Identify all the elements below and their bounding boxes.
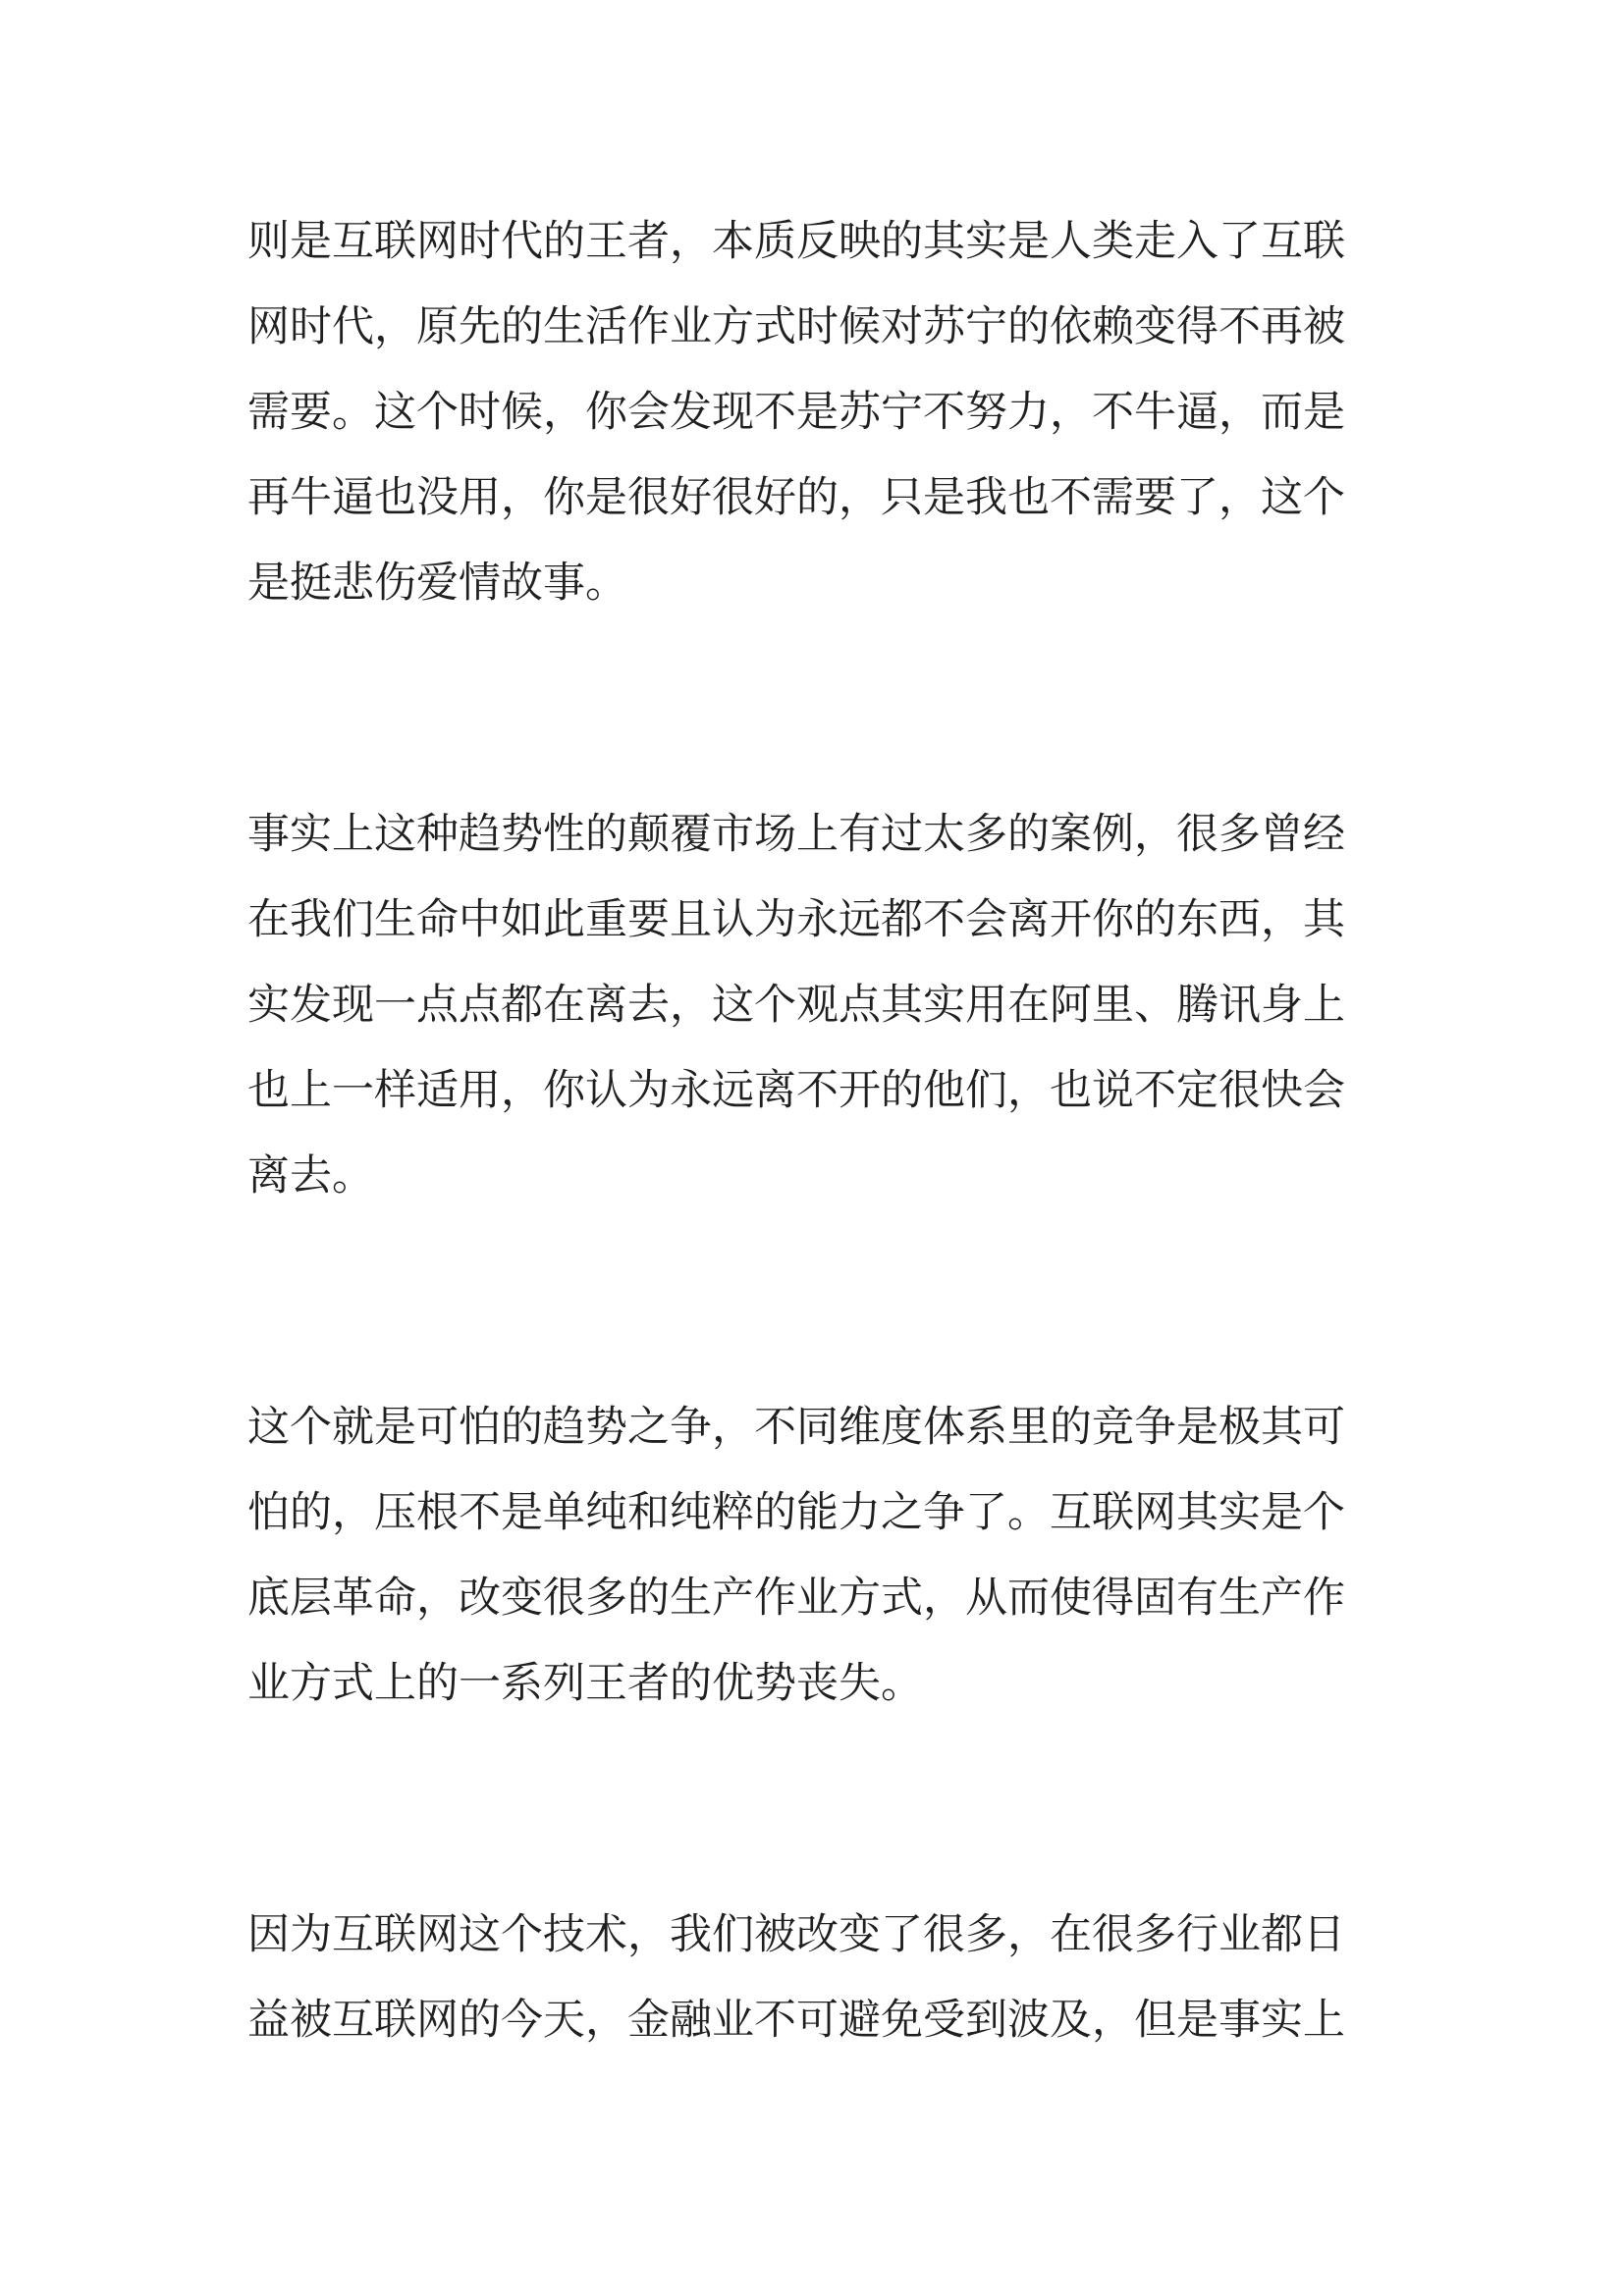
text-line: 离去。 [247, 1151, 374, 1201]
text-line: 益被互联网的今天，金融业不可避免受到波及，但是事实上 [247, 1996, 1345, 2045]
text-line: 是挺悲伤爱情故事。 [247, 559, 627, 608]
text-line: 底层革命，改变很多的生产作业方式，从而使得固有生产作 [247, 1574, 1345, 1623]
text-line: 在我们生命中如此重要且认为永远都不会离开你的东西，其 [247, 895, 1345, 944]
text-line: 则是互联网时代的王者，本质反映的其实是人类走入了互联 [247, 217, 1345, 266]
paragraph-1 [247, 199, 1345, 626]
text-line: 这个就是可怕的趋势之争，不同维度体系里的竞争是极其可 [247, 1403, 1345, 1452]
paragraph-2 [247, 792, 1345, 1219]
text-line: 再牛逼也没用，你是很好很好的，只是我也不需要了，这个 [247, 473, 1345, 522]
text-line: 需要。这个时候，你会发现不是苏宁不努力，不牛逼，而是 [247, 388, 1345, 437]
paragraph-4 [247, 1893, 1345, 2063]
text-line: 网时代，原先的生活作业方式时候对苏宁的依赖变得不再被 [247, 302, 1345, 351]
text-line: 因为互联网这个技术，我们被改变了很多，在很多行业都日 [247, 1910, 1345, 1959]
text-line: 实发现一点点都在离去，这个观点其实用在阿里、腾讯身上 [247, 981, 1345, 1030]
text-line: 业方式上的一系列王者的优势丧失。 [247, 1659, 923, 1708]
paragraph-3 [247, 1385, 1345, 1727]
text-line: 事实上这种趋势性的颠覆市场上有过太多的案例，很多曾经 [247, 810, 1345, 859]
text-line: 也上一样适用，你认为永远离不开的他们，也说不定很快会 [247, 1066, 1345, 1115]
text-line: 怕的，压根不是单纯和纯粹的能力之争了。互联网其实是个 [247, 1488, 1345, 1537]
